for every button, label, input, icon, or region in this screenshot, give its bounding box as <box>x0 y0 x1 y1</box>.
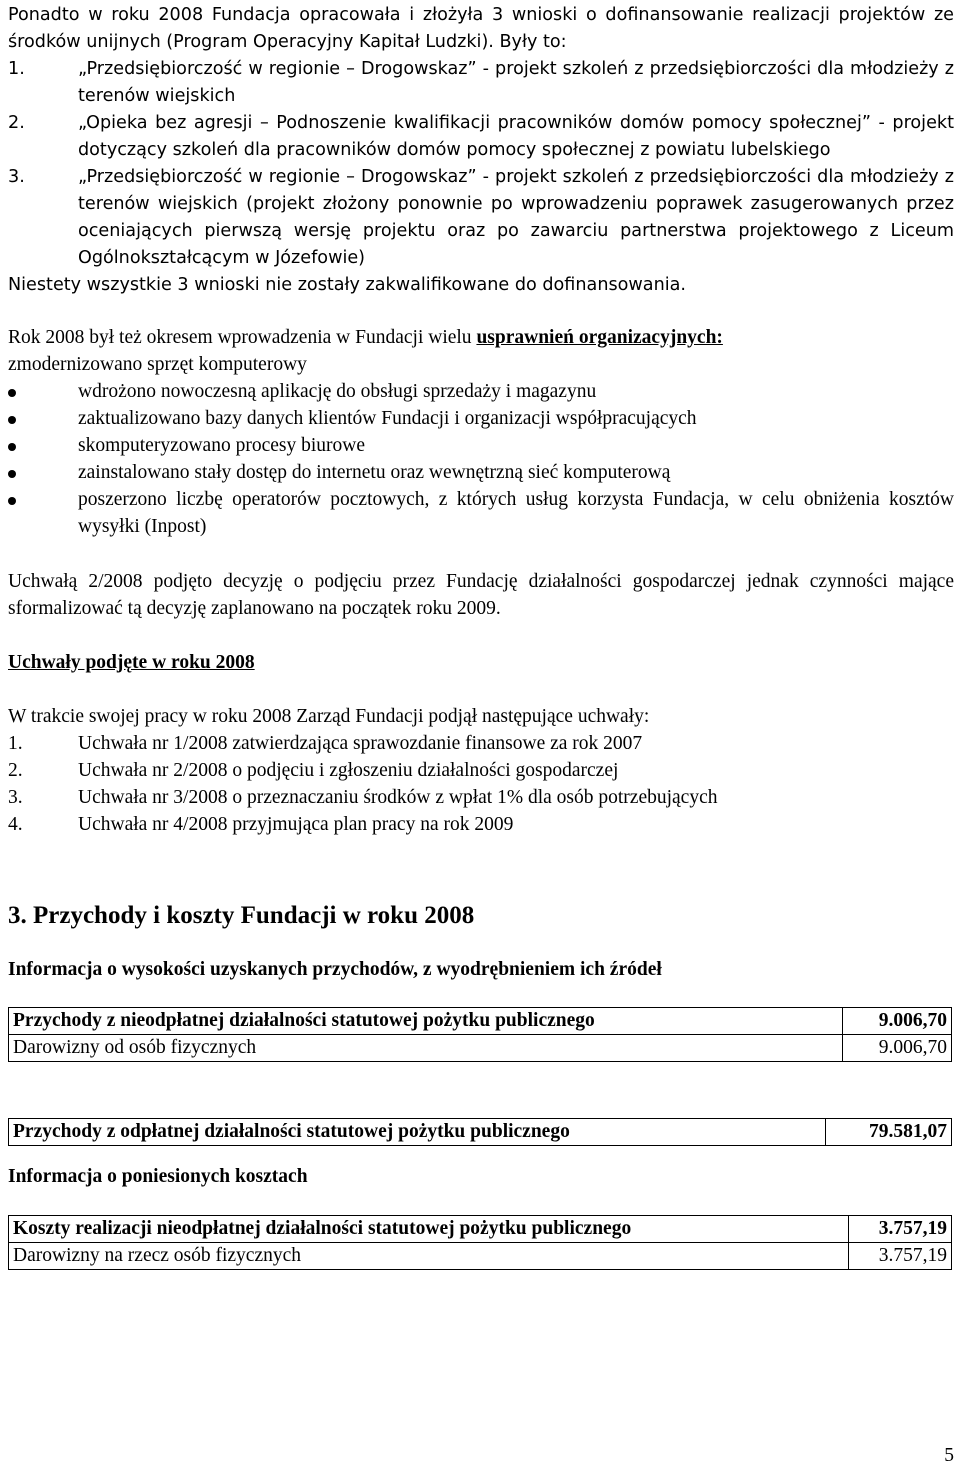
costs-table <box>8 1215 952 1270</box>
costs-heading: Informacja o poniesionych kosztach <box>8 1166 308 1187</box>
list-item: 2. „Opieka bez agresji – Podnoszenie kwalifikacji pracowników domów pomocy społecznej” - projekt dotyczący szkoleń dla pracowników domów pomocy społecznej z powiatu lubelskiego <box>8 113 954 160</box>
list-item: zaktualizowano bazy danych klientów Fundacji i organizacji współpracujących <box>8 405 954 432</box>
income-heading: Informacja o wysokości uzyskanych przychodów, z wyodrębnieniem ich źródeł <box>8 959 662 980</box>
intro-paragraph: Ponadto w roku 2008 Fundacja opracowała i złożyła 3 wnioski o dofinansowanie realizacji projektów ze środków unijnych (Program Operacyjny Kapitał Ludzki). Były to: <box>8 5 954 52</box>
table-row: Koszty realizacji nieodpłatnej działalności statutowej pożytku publicznego 3.757,19 <box>9 1216 952 1243</box>
improvements-paragraph: Rok 2008 był też okresem wprowadzenia w Fundacji wielu usprawnień organizacyjnych: zmodernizowano sprzęt komputerowy <box>8 327 723 375</box>
list-item: 2. Uchwała nr 2/2008 o podjęciu i zgłoszeniu działalności gospodarczej <box>8 760 619 781</box>
grant-conclusion: Niestety wszystkie 3 wnioski nie zostały zakwalifikowane do dofinansowania. <box>8 275 686 295</box>
income-table-paid <box>8 1118 952 1146</box>
resolution-note: Uchwałą 2/2008 podjęto decyzję o podjęciu przez Fundację działalności gospodarczej jednak czynności mające sformalizować tą decyzję zaplanowano na początek roku 2009. <box>8 571 954 619</box>
list-item: poszerzono liczbę operatorów pocztowych, z których usług korzysta Fundacja, w celu obniżenia kosztów wysyłki (Inpost) <box>8 486 954 540</box>
bullet-icon <box>8 443 16 451</box>
bullet-icon <box>8 470 16 478</box>
bullet-icon <box>8 389 16 397</box>
list-item: 4. Uchwała nr 4/2008 przyjmująca plan pracy na rok 2009 <box>8 814 514 835</box>
grant-applications-list <box>8 56 954 272</box>
income-table-nonpaid <box>8 1007 952 1062</box>
list-item: wdrożono nowoczesną aplikację do obsługi sprzedaży i magazynu <box>8 378 954 405</box>
document-page <box>8 0 954 1270</box>
improvements-list <box>8 378 954 540</box>
resolutions-heading: Uchwały podjęte w roku 2008 <box>8 652 255 673</box>
bullet-icon <box>8 497 16 505</box>
table-row: Przychody z odpłatnej działalności statutowej pożytku publicznego 79.581,07 <box>9 1119 952 1146</box>
table-row: Przychody z nieodpłatnej działalności statutowej pożytku publicznego 9.006,70 <box>9 1008 952 1035</box>
list-item: skomputeryzowano procesy biurowe <box>8 432 954 459</box>
resolutions-lead: W trakcie swojej pracy w roku 2008 Zarząd Fundacji podjął następujące uchwały: <box>8 706 650 727</box>
table-row: Darowizny od osób fizycznych 9.006,70 <box>9 1035 952 1062</box>
page-number: 5 <box>944 1445 954 1466</box>
section-title: 3. Przychody i koszty Fundacji w roku 2008 <box>8 902 475 929</box>
resolutions-list <box>8 730 954 838</box>
list-item: 1. „Przedsiębiorczość w regionie – Drogowskaz” - projekt szkoleń z przedsiębiorczości dla młodzieży z terenów wiejskich <box>8 59 954 106</box>
improvements-highlight: usprawnień organizacyjnych: <box>476 327 723 348</box>
list-item: 3. Uchwała nr 3/2008 o przeznaczaniu środków z wpłat 1% dla osób potrzebujących <box>8 787 718 808</box>
table-row: Darowizny na rzecz osób fizycznych 3.757,19 <box>9 1243 952 1270</box>
bullet-icon <box>8 416 16 424</box>
list-item: zainstalowano stały dostęp do internetu oraz wewnętrzną sieć komputerową <box>8 459 954 486</box>
list-item: 1. Uchwała nr 1/2008 zatwierdzająca sprawozdanie finansowe za rok 2007 <box>8 733 643 754</box>
list-item: 3. „Przedsiębiorczość w regionie – Drogowskaz” - projekt szkoleń z przedsiębiorczości dla młodzieży z terenów wiejskich (projekt złożony ponownie po wprowadzeniu poprawek zasugerowanych przez oceniających pierwszą wersję projektu oraz po zawarciu partnerstwa projektowego z Liceum Ogólnokształcącym w Józefowie) <box>8 167 954 268</box>
